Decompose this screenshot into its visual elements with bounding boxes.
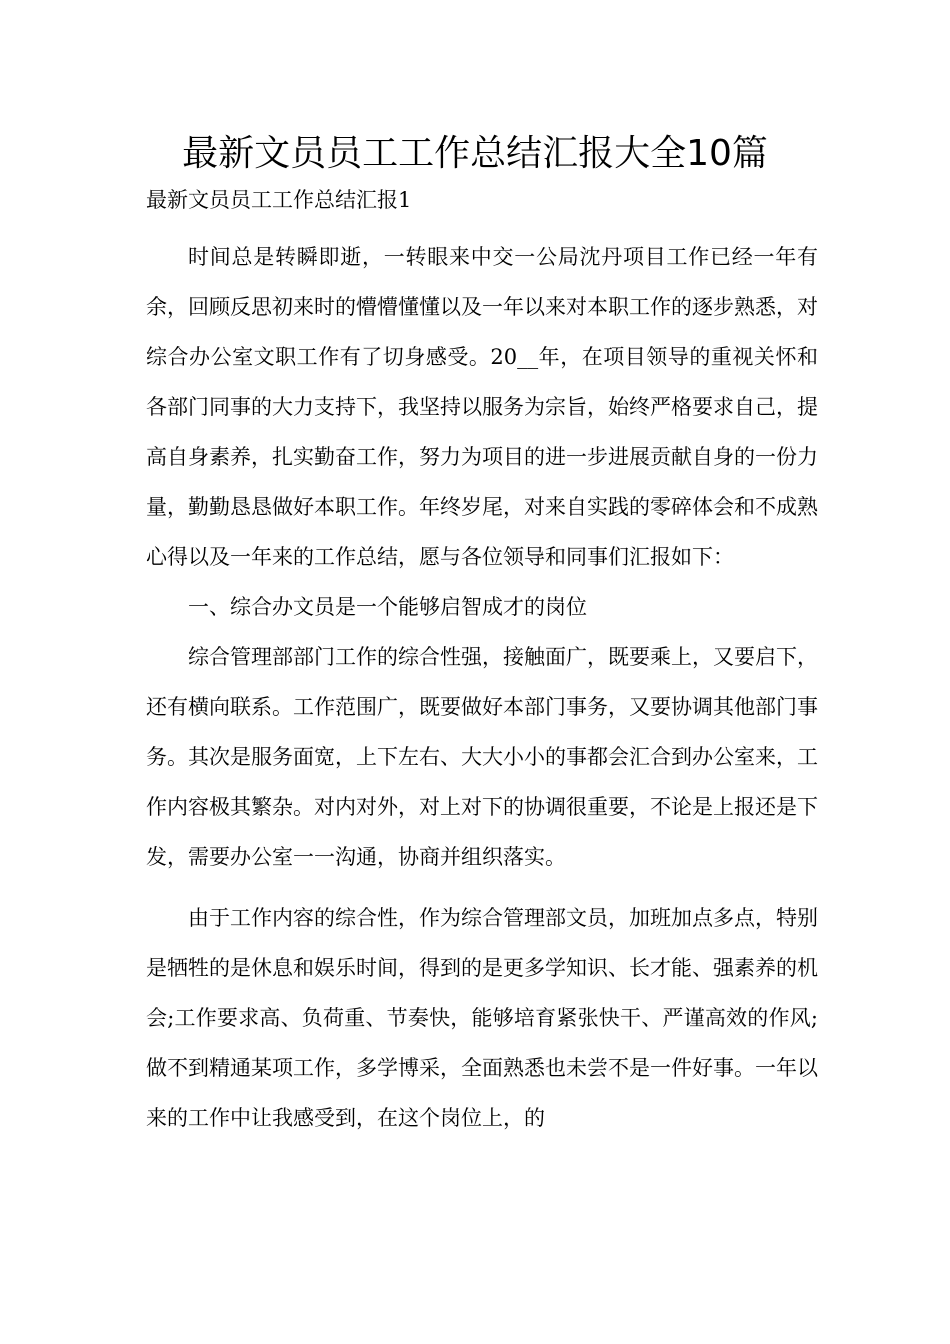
document-body (146, 232, 818, 1143)
section-heading-1: 一、综合办文员是一个能够启智成才的岗位 (188, 595, 587, 619)
document-title: 最新文员员工工作总结汇报大全10篇 (182, 133, 768, 174)
paragraph-intro: 时间总是转瞬即逝，一转眼来中交一公局沈丹项目工作已经一年有余，回顾反思初来时的懵懵懂懂以及一年以来对本职工作的逐步熟悉，对综合办公室文职工作有了切身感受。20__年，在项目领导的重视关怀和各部门同事的大力支持下，我坚持以服务为宗旨，始终严格要求自己，提高自身素养，扎实勤奋工作，努力为项目的进一步进展贡献自身的一份力量，勤勤恳恳做好本职工作。年终岁尾，对来自实践的零碎体会和不成熟心得以及一年来的工作总结，愿与各位领导和同事们汇报如下： (146, 245, 818, 569)
paragraph-office-scope: 综合管理部部门工作的综合性强，接触面广，既要乘上，又要启下，还有横向联系。工作范围广，既要做好本部门事务，又要协调其他部门事务。其次是服务面宽，上下左右、大大小小的事都会汇合到办公室来，工作内容极其繁杂。对内对外，对上对下的协调很重要，不论是上报还是下发，需要办公室一一沟通，协商并组织落实。 (146, 645, 818, 869)
section-subtitle: 最新文员员工工作总结汇报1 (146, 188, 412, 212)
paragraph-workload: 由于工作内容的综合性，作为综合管理部文员，加班加点多点，特别是牺牲的是休息和娱乐时间，得到的是更多学知识、长才能、强素养的机会;工作要求高、负荷重、节奏快，能够培育紧张快干、严谨高效的作风;做不到精通某项工作，多学博采，全面熟悉也未尝不是一件好事。一年以来的工作中让我感受到，在这个岗位上，的 (146, 906, 818, 1130)
